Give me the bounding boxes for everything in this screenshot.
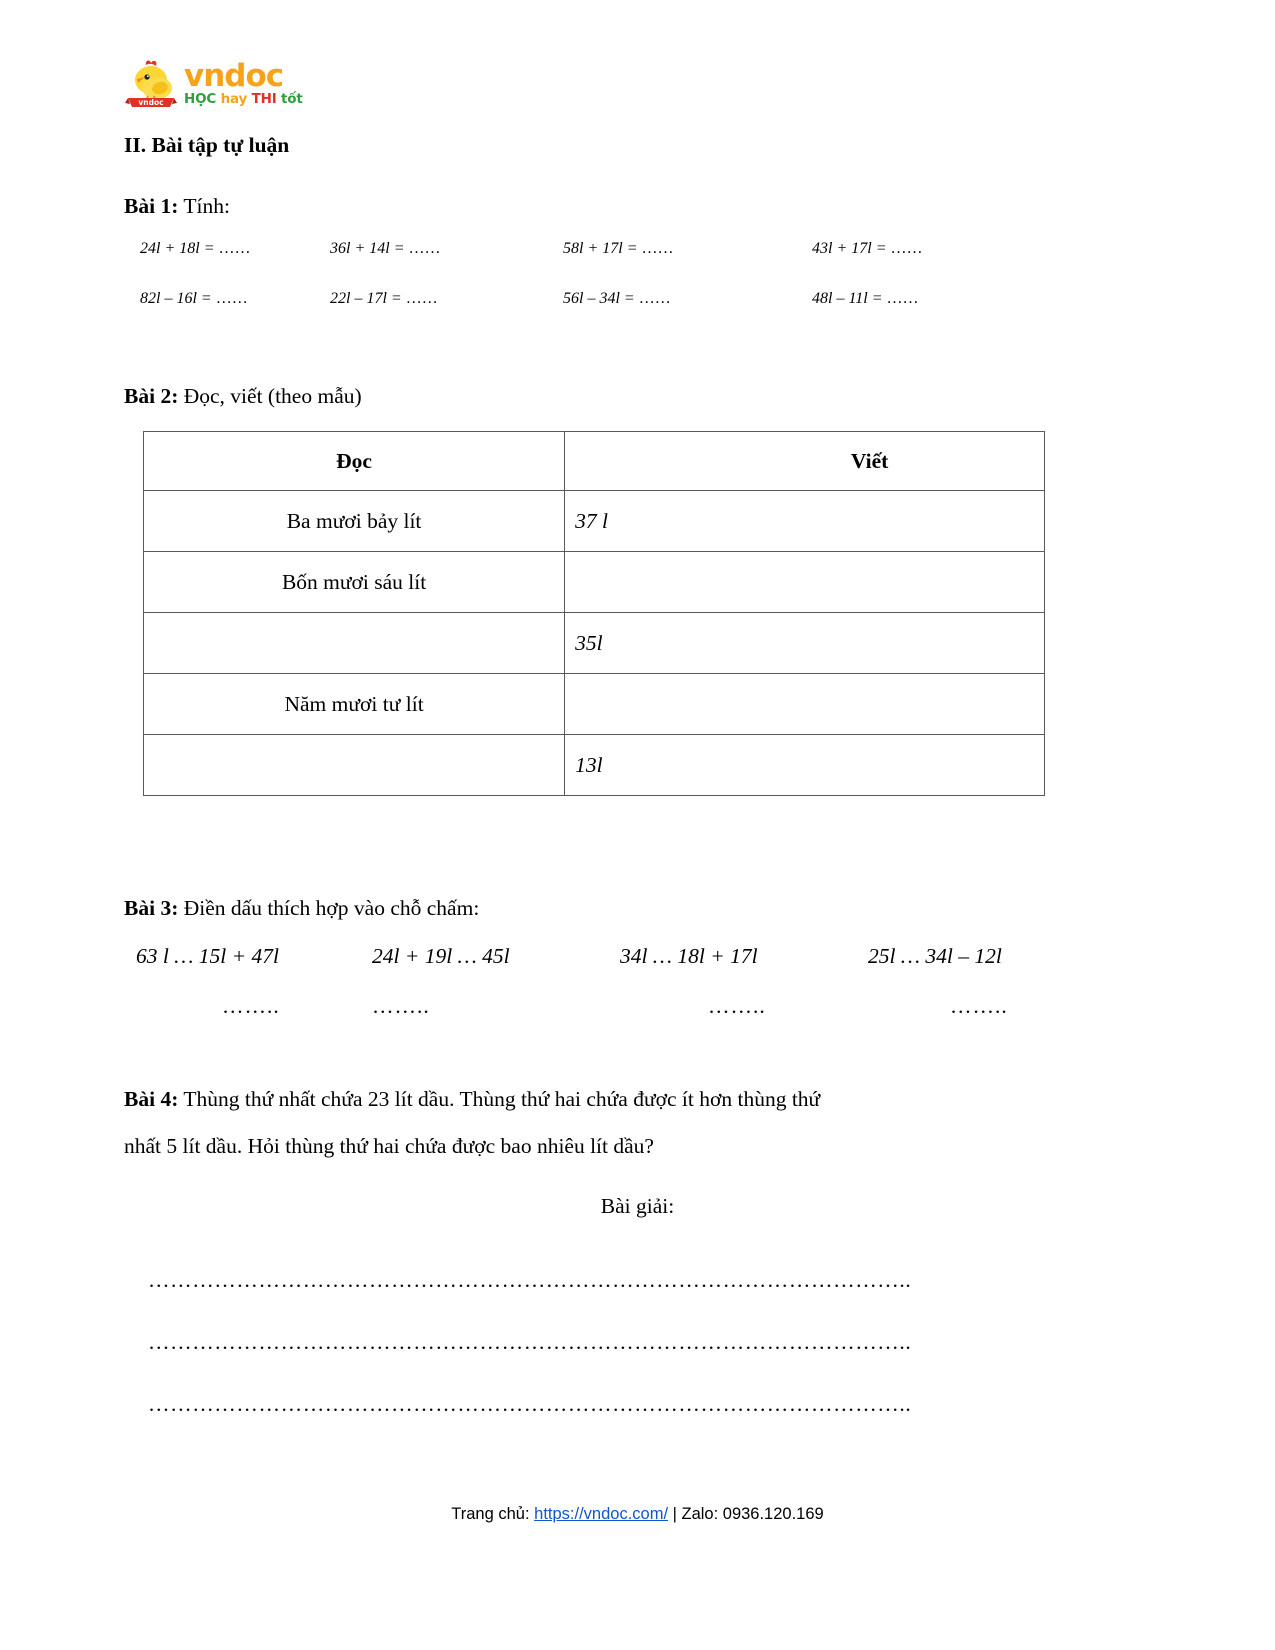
bai1-item-8-dots: ……: [886, 290, 919, 307]
footer-suffix: | Zalo: 0936.120.169: [668, 1505, 824, 1523]
bai4-text-line-1: Thùng thứ nhất chứa 23 lít dầu. Thùng thứ hai chứa được ít hơn thùng thứ: [183, 1087, 821, 1111]
bai4-text-line-2: nhất 5 lít dầu. Hỏi thùng thứ hai chứa được bao nhiêu lít dầu?: [124, 1134, 654, 1158]
bai3-answer-4[interactable]: ……..: [950, 994, 1008, 1018]
page-footer: [0, 1505, 1275, 1524]
bai1-item-3-expr: 58l + 17l =: [563, 240, 642, 257]
table-row: [144, 674, 1045, 735]
table-row: [144, 491, 1045, 552]
bai4-answer-line-2[interactable]: …………………………………………………………………………………………..: [148, 1330, 912, 1354]
bai1-item-3-dots: ……: [641, 240, 674, 257]
bai3-label: Bài 3:: [124, 896, 179, 920]
bai2-label: Bài 2:: [124, 384, 179, 408]
bai1-item-6-expr: 22l – 17l =: [330, 290, 406, 307]
table-header-viet: Viết: [565, 432, 1045, 491]
bai1-item-7-dots: ……: [638, 290, 671, 307]
section-heading: II. Bài tập tự luận: [124, 133, 290, 157]
logo-tagline: [184, 93, 303, 107]
read-write-table: [143, 431, 1045, 796]
bai1-item-4-expr: 43l + 17l =: [812, 240, 891, 257]
bai3-prompt-text: Điền dấu thích hợp vào chỗ chấm:: [183, 896, 480, 920]
bai1-item-2-dots: ……: [408, 240, 441, 257]
svg-text:vndoc: vndoc: [138, 98, 164, 107]
logo-word: vndoc: [184, 58, 284, 95]
bai1-item-1-dots: ……: [218, 240, 251, 257]
footer-homepage-link[interactable]: https://vndoc.com/: [534, 1505, 669, 1523]
bai1-prompt: [124, 194, 230, 219]
logo-tagline-thi: THI: [251, 91, 277, 108]
table-cell-doc-1: Ba mươi bảy lít: [144, 491, 565, 552]
table-cell-doc-4: Năm mươi tư lít: [144, 674, 565, 735]
bai1-item-4-dots: ……: [890, 240, 923, 257]
vndoc-logo: [124, 58, 303, 110]
bai3-answer-3[interactable]: ……..: [708, 994, 766, 1018]
table-cell-viet-3: 35l: [565, 613, 1045, 674]
table-header-doc: Đọc: [144, 432, 565, 491]
bai3-expr-4: 25l … 34l – 12l: [868, 944, 1002, 968]
bai4-line-1: [124, 1087, 1074, 1112]
bai1-item-5-dots: ……: [215, 290, 248, 307]
table-row: [144, 613, 1045, 674]
bai1-item-2: [330, 240, 440, 258]
table-row: [144, 735, 1045, 796]
bai1-item-5-expr: 82l – 16l =: [140, 290, 216, 307]
logo-tagline-hay: hay: [220, 91, 248, 108]
bai3-answer-1[interactable]: ……..: [222, 994, 280, 1018]
bai1-item-1-expr: 24l + 18l =: [140, 240, 219, 257]
bai4-answer-line-1[interactable]: …………………………………………………………………………………………..: [148, 1268, 912, 1292]
bai2-prompt: [124, 384, 362, 409]
bai1-label: Bài 1:: [124, 194, 179, 218]
table-cell-doc-5[interactable]: [144, 735, 565, 796]
table-cell-doc-3[interactable]: [144, 613, 565, 674]
bai1-item-8: [812, 290, 919, 308]
bai1-item-5: [140, 290, 248, 308]
bai1-item-3: [563, 240, 673, 258]
bai2-prompt-text: Đọc, viết (theo mẫu): [183, 384, 362, 408]
bai3-expr-2: 24l + 19l … 45l: [372, 944, 510, 968]
bai1-item-7-expr: 56l – 34l =: [563, 290, 639, 307]
bai1-item-4: [812, 240, 922, 258]
bai1-item-8-expr: 48l – 11l =: [812, 290, 887, 307]
bai3-prompt: [124, 896, 479, 921]
table-cell-viet-2[interactable]: [565, 552, 1045, 613]
table-cell-doc-2: Bốn mươi sáu lít: [144, 552, 565, 613]
logo-tagline-hoc: HỌC: [184, 91, 217, 108]
bai1-item-6-dots: ……: [405, 290, 438, 307]
bai1-item-6: [330, 290, 438, 308]
footer-prefix: Trang chủ:: [451, 1505, 535, 1523]
table-cell-viet-5: 13l: [565, 735, 1045, 796]
bai3-expr-1: 63 l … 15l + 47l: [136, 944, 279, 968]
bai4-solution-heading: Bài giải:: [600, 1194, 675, 1218]
bai1-item-1: [140, 240, 250, 258]
bai4-answer-line-3[interactable]: …………………………………………………………………………………………..: [148, 1392, 912, 1416]
table-header-row: [144, 432, 1045, 491]
bai3-answer-2[interactable]: ……..: [372, 994, 430, 1018]
table-cell-viet-4[interactable]: [565, 674, 1045, 735]
logo-wordmark: [184, 58, 303, 108]
bai1-item-7: [563, 290, 671, 308]
bai1-prompt-text: Tính:: [183, 194, 230, 218]
chick-mascot-icon: [124, 58, 178, 110]
bai1-item-2-expr: 36l + 14l =: [330, 240, 409, 257]
logo-tagline-tot: tốt: [281, 91, 303, 108]
table-row: [144, 552, 1045, 613]
bai3-expr-3: 34l … 18l + 17l: [620, 944, 758, 968]
bai4-label: Bài 4:: [124, 1087, 179, 1111]
table-cell-viet-1: 37 l: [565, 491, 1045, 552]
